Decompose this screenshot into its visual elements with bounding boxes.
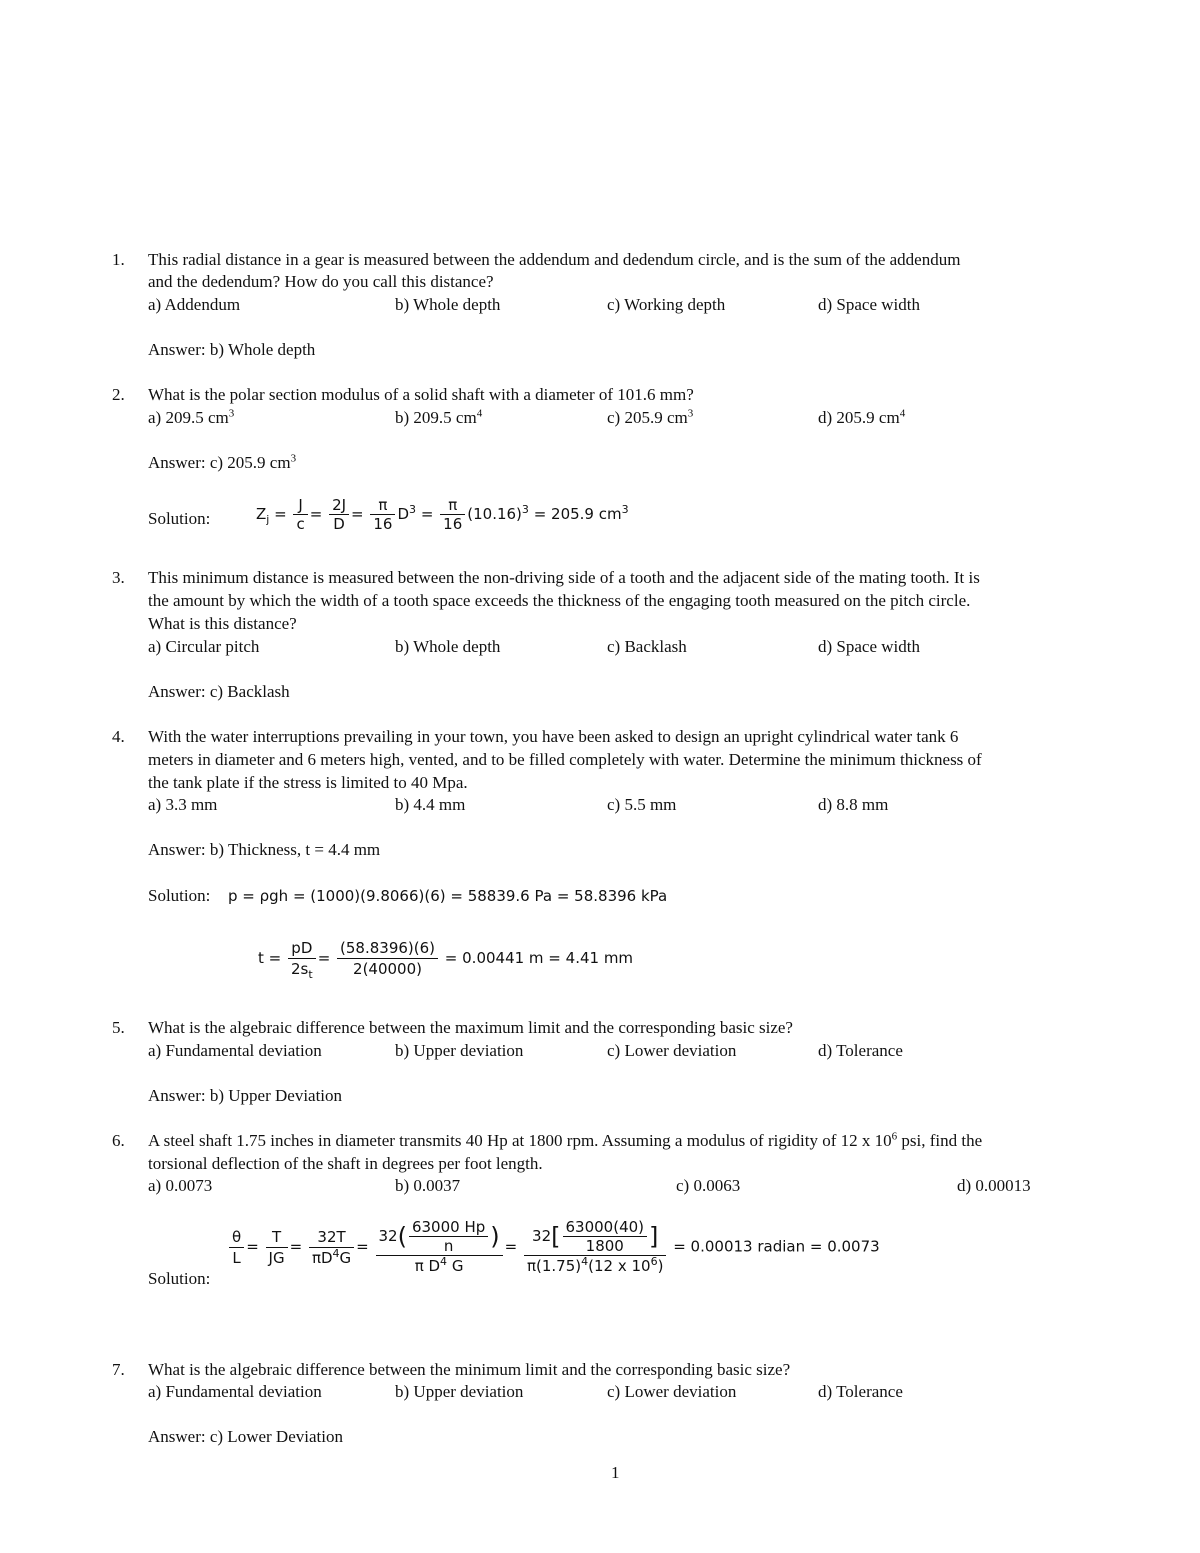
question-1-option-c: c) Working depth (607, 295, 726, 314)
question-3-option-b: b) Whole depth (395, 637, 501, 656)
question-7-text-line-1: What is the algebraic difference between the minimum limit and the corresponding basic size? (148, 1360, 791, 1379)
question-6-text-line-1: A steel shaft 1.75 inches in diameter transmits 40 Hp at 1800 rpm. Assuming a modulus of rigidity of 12 x $10^6$ psi, find the (148, 1130, 983, 1150)
question-2-solution-equation: $Z_j$ = $\frac{J}{c}$ = $\frac{2J}{D}$ = $\frac{\pi}{16}$ $D^3$ = $\frac{\pi}{16}$ $(10.16)^3 = 205.9$ $cm^3$ (256, 496, 629, 533)
question-3-option-c: c) Backlash (607, 637, 687, 656)
question-4-pressure-equation: p = ρgh = (1000)(9.8066)(6) = 58839.6 Pa = 58.8396 kPa (228, 887, 668, 905)
question-1-option-b: b) Whole depth (395, 295, 501, 314)
question-4-option-d: d) 8.8 mm (818, 795, 889, 814)
question-2-option-c: c) 205.9 $cm^3$ (607, 407, 694, 427)
question-4-number: 4. (112, 727, 125, 746)
question-5-number: 5. (112, 1018, 125, 1037)
question-2-option-d: d) 205.9 $cm^4$ (818, 407, 906, 427)
question-4-option-c: c) 5.5 mm (607, 795, 677, 814)
question-3-text-line-1: This minimum distance is measured between the non-driving side of a tooth and the adjacent side of the mating tooth. It is (148, 568, 980, 587)
question-5-text-line-1: What is the algebraic difference between the maximum limit and the corresponding basic size? (148, 1018, 793, 1037)
question-5-option-d: d) Tolerance (818, 1041, 903, 1060)
question-2-text-line-1: What is the polar section modulus of a solid shaft with a diameter of 101.6 mm? (148, 385, 694, 404)
page-number: 1 (611, 1463, 620, 1482)
question-4-text-line-2: meters in diameter and 6 meters high, vented, and to be filled completely with water. Determine the minimum thickness of (148, 750, 982, 769)
question-2-number: 2. (112, 385, 125, 404)
question-7-option-b: b) Upper deviation (395, 1382, 524, 1401)
question-4-solution-label: Solution: (148, 886, 211, 905)
question-4-text-line-1: With the water interruptions prevailing in your town, you have been asked to design an upright cylindrical water tank 6 (148, 727, 959, 746)
question-6-option-b: b) 0.0037 (395, 1176, 461, 1195)
question-3-answer: Answer: c) Backlash (148, 682, 290, 701)
question-3-text-line-3: What is this distance? (148, 614, 297, 633)
question-7-option-d: d) Tolerance (818, 1382, 903, 1401)
question-7-option-c: c) Lower deviation (607, 1382, 737, 1401)
question-6-option-c: c) 0.0063 (676, 1176, 741, 1195)
question-6-solution-equation: $\frac{\theta}{L}$ = $\frac{T}{JG}$ = $\frac{32T}{\pi D^4G}$ = 32( $\frac{63000 Hp}{n}$ ) π $D^4$ G = 32[ $\frac{63000(40)}{1800}$ ] $\pi(1.75)^4(12$ x $10^6$) = 0.00013 radian = 0.0073 (227, 1218, 880, 1276)
question-5-option-b: b) Upper deviation (395, 1041, 524, 1060)
question-7-option-a: a) Fundamental deviation (148, 1382, 322, 1401)
question-6-solution-label: Solution: (148, 1269, 211, 1288)
question-3-number: 3. (112, 568, 125, 587)
question-5-option-a: a) Fundamental deviation (148, 1041, 322, 1060)
question-7-number: 7. (112, 1360, 125, 1379)
question-4-option-b: b) 4.4 mm (395, 795, 466, 814)
question-6-number: 6. (112, 1131, 125, 1150)
question-5-option-c: c) Lower deviation (607, 1041, 737, 1060)
question-3-text-line-2: the amount by which the width of a tooth space exceeds the thickness of the engaging tooth measured on the pitch circle. (148, 591, 971, 610)
question-2-option-b: b) 209.5 $cm^4$ (395, 407, 483, 427)
question-2-solution-label: Solution: (148, 509, 211, 528)
question-3-option-d: d) Space width (818, 637, 920, 656)
question-4-answer: Answer: b) Thickness, t = 4.4 mm (148, 840, 381, 859)
question-6-option-d: d) 0.00013 (957, 1176, 1031, 1195)
question-3-option-a: a) Circular pitch (148, 637, 260, 656)
question-1-option-a: a) Addendum (148, 295, 241, 314)
question-6-text-line-2: torsional deflection of the shaft in degrees per foot length. (148, 1154, 543, 1173)
question-7-answer: Answer: c) Lower Deviation (148, 1427, 343, 1446)
question-5-answer: Answer: b) Upper Deviation (148, 1086, 343, 1105)
question-2-option-a: a) 209.5 $cm^3$ (148, 407, 235, 427)
question-2-answer: Answer: c) 205.9 $cm^3$ (148, 452, 297, 472)
question-1-text-line-2: and the dedendum? How do you call this distance? (148, 272, 494, 291)
question-4-thickness-equation: t = $\frac{pD}{2s_t}$ = $\frac{(58.8396)(6)}{2(40000)}$ = 0.00441 m = 4.41 mm (258, 939, 634, 981)
question-1-number: 1. (112, 250, 125, 269)
question-6-option-a: a) 0.0073 (148, 1176, 213, 1195)
question-1-text-line-1: This radial distance in a gear is measured between the addendum and dedendum circle, and is the sum of the addendum (148, 250, 961, 269)
question-1-answer: Answer: b) Whole depth (148, 340, 316, 359)
question-1-option-d: d) Space width (818, 295, 920, 314)
question-4-text-line-3: the tank plate if the stress is limited to 40 Mpa. (148, 773, 468, 792)
question-4-option-a: a) 3.3 mm (148, 795, 218, 814)
